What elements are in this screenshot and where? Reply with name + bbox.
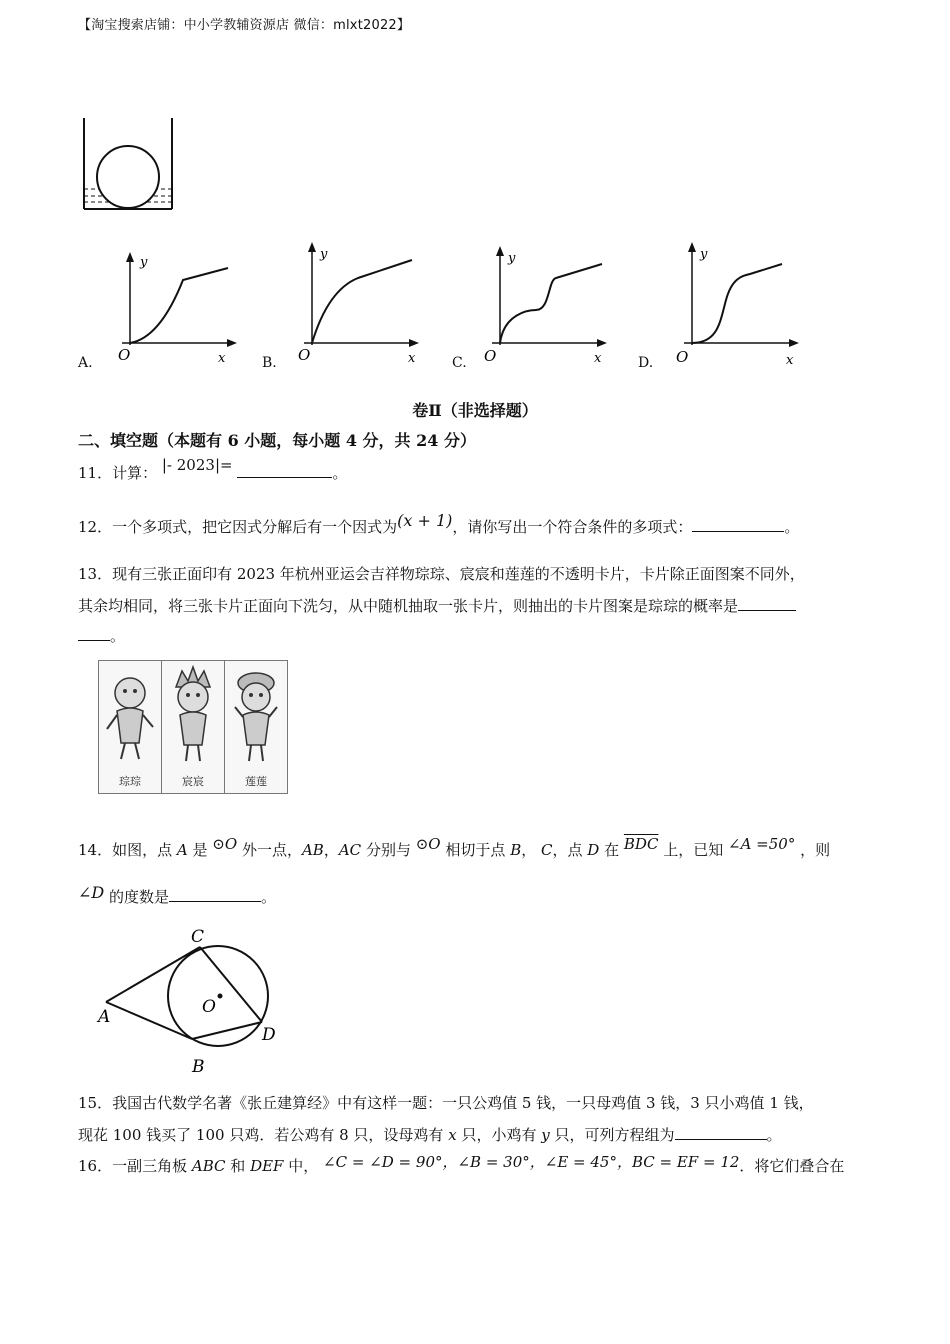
q14-circle-o-2: ⊙O xyxy=(415,835,441,853)
section-title: 卷Ⅱ（非选择题） xyxy=(412,401,538,420)
q15-end: 。 xyxy=(766,1126,782,1144)
mascot-icon xyxy=(99,661,161,773)
mascot-label-chenchen: 宸宸 xyxy=(182,775,204,788)
q12-end: 。 xyxy=(784,518,800,536)
q14-text: ， xyxy=(323,841,339,859)
q16-text: 和 xyxy=(230,1157,246,1175)
q14-answer-blank[interactable] xyxy=(169,886,261,902)
q15-text: 只，小鸡有 xyxy=(461,1126,537,1144)
q14-text: 的度数是 xyxy=(109,888,170,906)
graph-c-origin-label: O xyxy=(484,347,497,365)
question-12 xyxy=(78,511,800,537)
q14-ab: AB xyxy=(301,841,324,859)
option-a-label: A. xyxy=(78,355,93,371)
q14-circle-o: ⊙O xyxy=(212,835,238,853)
q15-line1: 15．我国古代数学名著《张丘建算经》中有这样一题：一只公鸡值 5 钱，一只母鸡值 3 钱，3 只小鸡值 1 钱， xyxy=(78,1094,814,1112)
mascot-card-lianlian xyxy=(224,660,288,794)
q12-factor: (x + 1) xyxy=(397,511,453,530)
option-c-label: C. xyxy=(452,355,467,371)
q13-line1: 13．现有三张正面印有 2023 年杭州亚运会吉祥物琮琮、宸宸和莲莲的不透明卡片，卡片除正面图案不同外， xyxy=(78,565,805,583)
q14-circle-figure xyxy=(92,920,292,1080)
q14-point-b: B xyxy=(510,841,522,859)
q14-text: 分别与 xyxy=(365,841,411,859)
q14-point-a: A xyxy=(176,841,188,859)
q16-line1 xyxy=(78,1153,845,1176)
graph-d-y-label: y xyxy=(700,247,708,262)
graph-a xyxy=(110,250,240,368)
graph-b-y-label: y xyxy=(320,247,328,262)
q14-text: 是 xyxy=(192,841,208,859)
q15-var-y: y xyxy=(541,1126,550,1144)
q14-fig-label-a: A xyxy=(98,1007,111,1027)
q14-text: 上，已知 xyxy=(663,841,724,859)
q13-answer-blank-b[interactable] xyxy=(78,625,110,641)
q16-text: 16．一副三角板 xyxy=(78,1157,188,1175)
q11-expr: |- 2023|= xyxy=(161,456,233,474)
graph-c-x-label: x xyxy=(594,351,602,366)
q16-text: 中， xyxy=(288,1157,319,1175)
q16-conditions: ∠C = ∠D = 90°，∠B = 30°，∠E = 45°，BC = EF = 12 xyxy=(323,1153,740,1171)
q14-text: 外一点， xyxy=(241,841,302,859)
part-title: 二、填空题（本题有 6 小题，每小题 4 分，共 24 分） xyxy=(78,431,476,450)
q14-end: 。 xyxy=(261,888,277,906)
q13-line3-end: 。 xyxy=(110,627,126,645)
q15-line2 xyxy=(78,1124,782,1145)
q14-angle-d: ∠D xyxy=(78,883,105,902)
graph-d xyxy=(670,240,805,368)
q14-fig-label-b: B xyxy=(192,1057,205,1077)
graph-c-y-label: y xyxy=(508,251,516,266)
q14-point-c: C xyxy=(541,841,553,859)
graph-b-origin-label: O xyxy=(298,346,311,364)
q14-text: 在 xyxy=(604,841,620,859)
graph-d-x-label: x xyxy=(786,353,794,368)
q14-fig-label-d: D xyxy=(262,1025,276,1045)
beaker-figure xyxy=(78,116,178,214)
mascot-icon xyxy=(225,661,287,773)
q14-arc-bdc: $\overline{BDC}$ xyxy=(623,835,659,853)
q14-fig-label-c: C xyxy=(191,927,205,947)
q13-line3 xyxy=(78,625,125,646)
q16-text: ．将它们叠合在 xyxy=(739,1157,845,1175)
q14-angle-a: ∠A =50° xyxy=(728,835,796,853)
graph-b xyxy=(290,240,425,368)
mascot-icon xyxy=(162,661,224,773)
header-note: 【淘宝搜索店铺：中小学教辅资源店 微信：mlxt2022】 xyxy=(78,18,411,33)
q12-suffix: ，请你写出一个符合条件的多项式： xyxy=(452,518,693,536)
question-14-line1 xyxy=(78,835,831,860)
q11-suffix: 。 xyxy=(332,464,348,482)
graph-d-origin-label: O xyxy=(676,348,689,366)
q11-prefix: 11．计算： xyxy=(78,464,158,482)
q14-ac: AC xyxy=(338,841,362,859)
q12-answer-blank[interactable] xyxy=(692,516,784,532)
option-b-label: B. xyxy=(262,355,277,371)
q15-answer-blank[interactable] xyxy=(675,1124,767,1140)
q14-text: ，点 xyxy=(552,841,583,859)
q13-answer-blank-a[interactable] xyxy=(738,595,796,611)
q14-fig-label-o: O xyxy=(202,997,216,1017)
graph-a-x-label: x xyxy=(218,351,226,366)
q14-text: 相切于点 xyxy=(445,841,506,859)
q13-line2 xyxy=(78,595,796,616)
q15-var-x: x xyxy=(448,1126,457,1144)
mascot-label-congcong: 琮琮 xyxy=(119,775,141,788)
q15-text: 现花 100 钱买了 100 只鸡．若公鸡有 8 只，设母鸡有 xyxy=(78,1126,444,1144)
q14-text: 14．如图，点 xyxy=(78,841,173,859)
q14-point-d: D xyxy=(587,841,600,859)
q16-def: DEF xyxy=(250,1157,284,1175)
question-11 xyxy=(78,456,348,483)
q11-answer-blank[interactable] xyxy=(237,462,332,478)
graph-a-y-label: y xyxy=(140,255,148,270)
question-14-line2 xyxy=(78,883,277,907)
graph-c xyxy=(478,244,613,368)
q12-prefix: 12．一个多项式，把它因式分解后有一个因式为 xyxy=(78,518,398,536)
graph-a-origin-label: O xyxy=(118,346,131,364)
q13-line2-text: 其余均相同，将三张卡片正面向下洗匀，从中随机抽取一张卡片，则抽出的卡片图案是琮琮的概率是 xyxy=(78,597,739,615)
mascot-card-congcong xyxy=(98,660,162,794)
q16-abc: ABC xyxy=(191,1157,226,1175)
option-d-label: D. xyxy=(638,355,654,371)
q14-text: ， xyxy=(521,841,537,859)
mascot-card-chenchen xyxy=(161,660,225,794)
q14-text: ，则 xyxy=(800,841,831,859)
q15-text: 只，可列方程组为 xyxy=(554,1126,675,1144)
mascot-label-lianlian: 莲莲 xyxy=(245,775,267,788)
graph-b-x-label: x xyxy=(408,351,416,366)
